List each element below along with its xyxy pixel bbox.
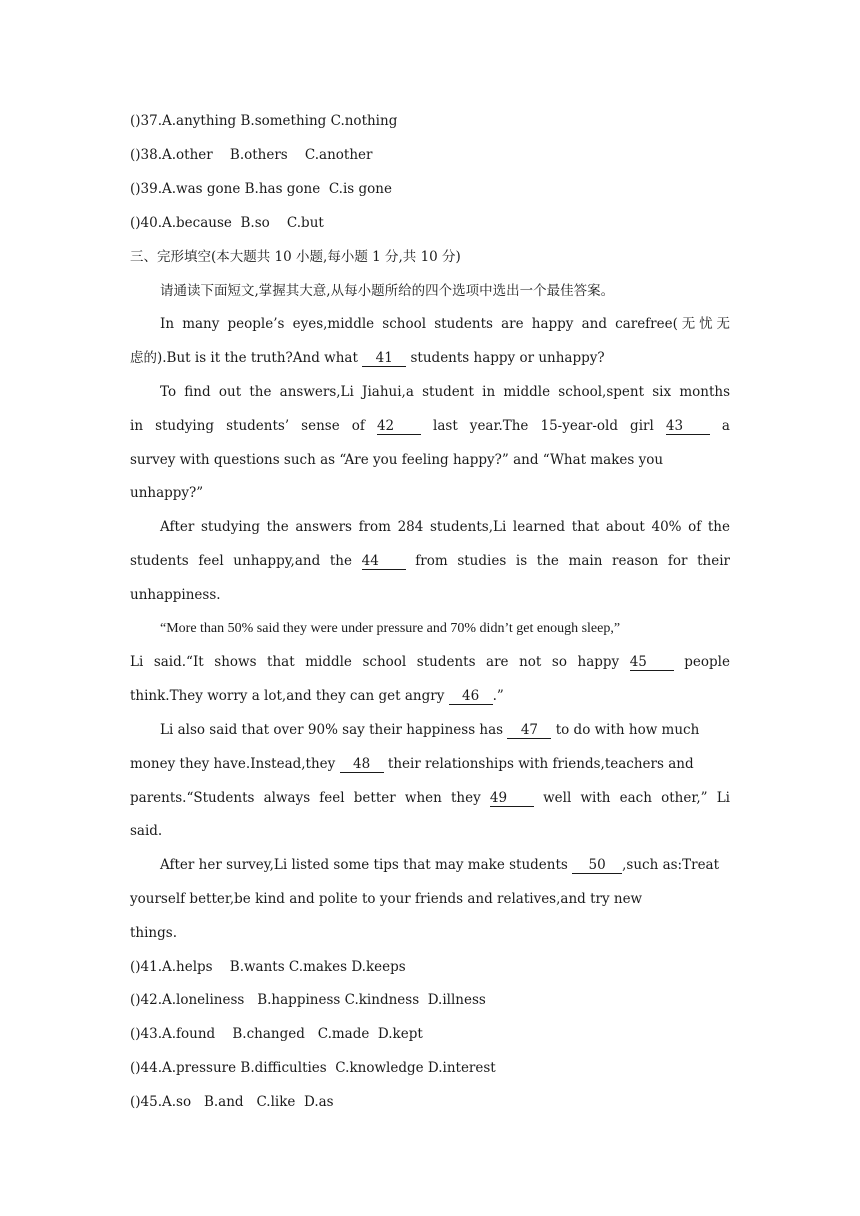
passage-line — [160, 855, 730, 875]
question-text: ()45.A.so B.and C.like D.as — [130, 1094, 334, 1110]
passage-line — [130, 788, 730, 808]
blank-42: 42 — [377, 418, 421, 435]
question-text: ()40.A.because B.so C.but — [130, 215, 324, 231]
passage-text: said. — [130, 823, 163, 839]
passage-text: money they have.Instead,they — [130, 756, 336, 772]
passage-text: unhappiness. — [130, 587, 221, 603]
passage-text: Li also said that over 90% say their happiness has — [160, 722, 504, 738]
question-45 — [130, 1092, 730, 1112]
question-text: ()44.A.pressure B.difficulties C.knowledge D.interest — [130, 1060, 496, 1076]
passage-text: think.They worry a lot,and they can get angry — [130, 688, 445, 704]
passage-line — [130, 450, 730, 470]
passage-line — [130, 551, 730, 571]
passage-text: “More than 50% said they were under pressure and 70% didn’t get enough sleep,” — [160, 621, 621, 636]
passage-line — [160, 720, 730, 740]
passage-line — [130, 889, 730, 909]
passage-line — [160, 382, 730, 402]
question-text: ()39.A.was gone B.has gone C.is gone — [130, 181, 392, 197]
blank-50: 50 — [572, 857, 622, 874]
passage-line — [130, 416, 730, 436]
question-text: ()43.A.found B.changed C.made D.kept — [130, 1026, 423, 1042]
passage-text: yourself better,be kind and polite to your friends and relatives,and try new — [130, 891, 643, 907]
blank-43: 43 — [666, 418, 710, 435]
blank-49: 49 — [490, 790, 534, 807]
passage-text: a — [721, 418, 730, 434]
blank-41: 41 — [362, 350, 406, 367]
question-text: ()38.A.other B.others C.another — [130, 147, 373, 163]
blank-45: 45 — [630, 654, 674, 671]
passage-line — [160, 314, 730, 334]
passage-text: After studying the answers from 284 students,Li learned that about 40% of the — [160, 519, 730, 535]
passage-line — [130, 483, 730, 503]
passage-text: Li said.“It shows that middle school students are not so happy — [130, 654, 620, 670]
question-37 — [130, 111, 730, 131]
passage-text: ,such as:Treat — [622, 857, 720, 873]
question-44 — [130, 1058, 730, 1078]
passage-line — [160, 517, 730, 537]
passage-line — [130, 686, 730, 706]
passage-text: .” — [492, 688, 504, 704]
passage-line — [160, 619, 730, 639]
blank-44: 44 — [362, 553, 406, 570]
question-43 — [130, 1024, 730, 1044]
question-38 — [130, 145, 730, 165]
passage-line — [130, 923, 730, 943]
passage-text: To find out the answers,Li Jiahui,a student in middle school,spent six months — [160, 384, 730, 400]
passage-text: students feel unhappy,and the — [130, 553, 352, 569]
passage-text: people — [684, 654, 730, 670]
passage-text: survey with questions such as “Are you feeling happy?” and “What makes you — [130, 452, 664, 468]
passage-line — [130, 348, 730, 368]
passage-text: 虑的).But is it the truth?And what — [130, 350, 358, 366]
question-39 — [130, 179, 730, 199]
question-42 — [130, 990, 730, 1010]
question-40 — [130, 213, 730, 233]
passage-line — [130, 652, 730, 672]
passage-text: their relationships with friends,teachers and — [387, 756, 694, 772]
passage-text: In many people’s eyes,middle school students are happy and carefree(无忧无 — [160, 316, 730, 332]
passage-text: from studies is the main reason for their — [415, 553, 731, 569]
passage-line — [130, 754, 730, 774]
passage-text: After her survey,Li listed some tips that may make students — [160, 857, 568, 873]
passage-text: unhappy?” — [130, 485, 204, 501]
instruction-text: 请通读下面短文,掌握其大意,从每小题所给的四个选项中选出一个最佳答案。 — [160, 283, 615, 299]
blank-46: 46 — [449, 688, 493, 705]
passage-text: in studying students’ sense of — [130, 418, 365, 434]
passage-text: students happy or unhappy? — [410, 350, 605, 366]
question-text: ()37.A.anything B.something C.nothing — [130, 113, 398, 129]
section-title: 三、完形填空(本大题共 10 小题,每小题 1 分,共 10 分) — [130, 249, 461, 265]
passage-text: parents.“Students always feel better when they — [130, 790, 481, 806]
passage-text: things. — [130, 925, 177, 941]
blank-48: 48 — [340, 756, 384, 773]
passage-line — [130, 585, 730, 605]
passage-text: last year.The 15-year-old girl — [433, 418, 654, 434]
blank-47: 47 — [507, 722, 551, 739]
question-text: ()42.A.loneliness B.happiness C.kindness D.illness — [130, 992, 486, 1008]
instruction — [160, 281, 760, 301]
question-text: ()41.A.helps B.wants C.makes D.keeps — [130, 959, 406, 975]
passage-text: to do with how much — [555, 722, 700, 738]
question-41 — [130, 957, 730, 977]
passage-line — [130, 821, 730, 841]
section-heading — [130, 247, 730, 267]
passage-text: well with each other,” Li — [543, 790, 730, 806]
